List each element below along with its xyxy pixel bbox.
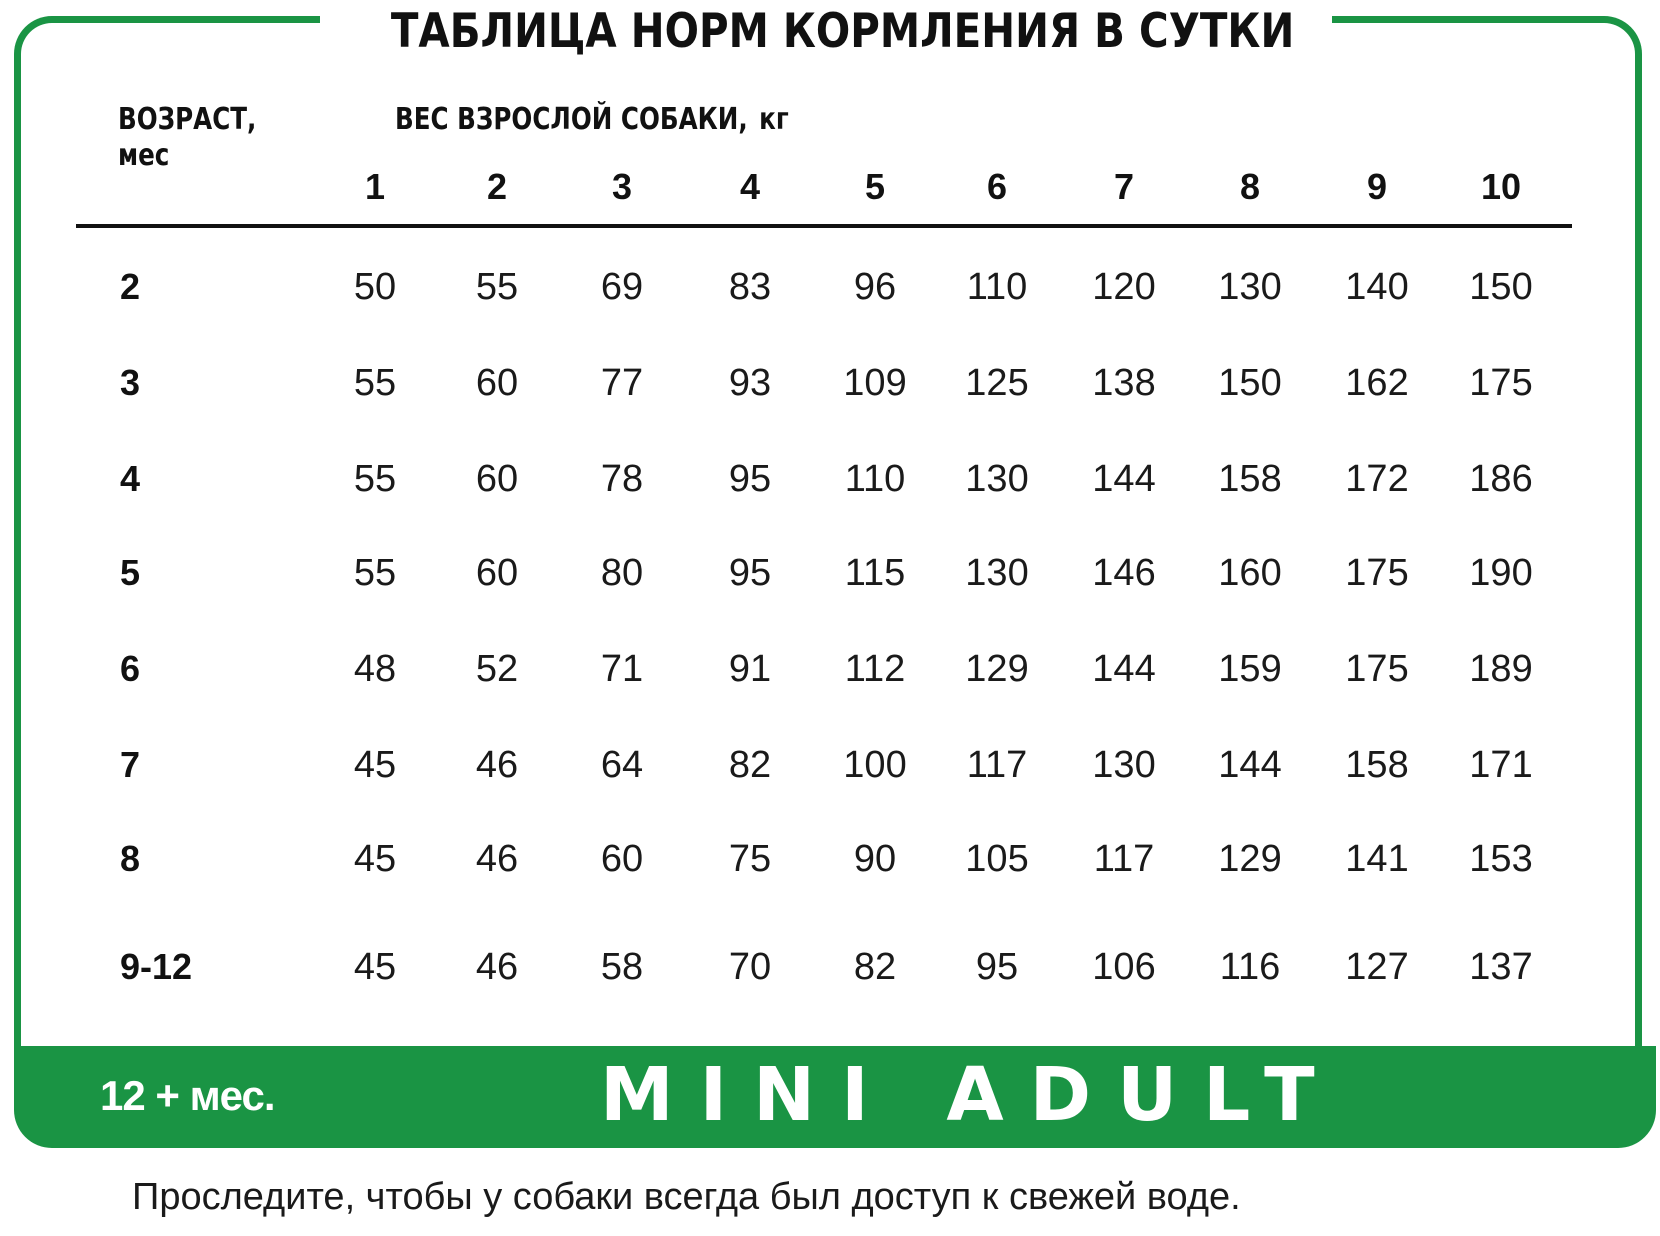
table-cell: 90 xyxy=(853,838,897,880)
table-cell: 150 xyxy=(1469,266,1533,308)
table-cell: 45 xyxy=(353,946,397,988)
table-cell: 144 xyxy=(1092,458,1156,500)
table-cell: 141 xyxy=(1345,838,1409,880)
table-cell: 77 xyxy=(600,362,644,404)
table-cell: 144 xyxy=(1092,648,1156,690)
table-cell: 55 xyxy=(353,552,397,594)
table-cell: 46 xyxy=(475,838,519,880)
table-cell: 130 xyxy=(1218,266,1282,308)
column-header-8: 8 xyxy=(1239,166,1261,207)
weight-header xyxy=(395,102,789,138)
table-cell: 129 xyxy=(1218,838,1282,880)
age-header-label: ВОЗРАСТ, xyxy=(118,102,257,137)
table-cell: 125 xyxy=(965,362,1029,404)
column-header-10: 10 xyxy=(1480,166,1522,207)
table-cell: 70 xyxy=(728,946,772,988)
table-cell: 171 xyxy=(1469,744,1533,786)
table-cell: 129 xyxy=(965,648,1029,690)
table-cell: 190 xyxy=(1469,552,1533,594)
table-cell: 45 xyxy=(353,744,397,786)
age-header xyxy=(118,102,256,174)
table-cell: 137 xyxy=(1469,946,1533,988)
column-header-4: 4 xyxy=(739,166,761,207)
table-cell: 160 xyxy=(1218,552,1282,594)
table-cell: 158 xyxy=(1345,744,1409,786)
table-cell: 172 xyxy=(1345,458,1409,500)
table-cell: 82 xyxy=(853,946,897,988)
table-cell: 120 xyxy=(1092,266,1156,308)
table-cell: 60 xyxy=(475,362,519,404)
table-cell: 175 xyxy=(1345,648,1409,690)
table-cell: 55 xyxy=(353,458,397,500)
table-cell: 52 xyxy=(475,648,519,690)
table-cell: 175 xyxy=(1345,552,1409,594)
table-cell: 95 xyxy=(728,458,772,500)
table-cell: 130 xyxy=(965,458,1029,500)
table-cell: 112 xyxy=(844,648,906,690)
column-header-5: 5 xyxy=(864,166,886,207)
table-cell: 105 xyxy=(965,838,1029,880)
table-cell: 80 xyxy=(600,552,644,594)
table-cell: 117 xyxy=(966,744,1028,786)
column-header-3: 3 xyxy=(611,166,633,207)
row-age-label: 8 xyxy=(120,838,141,879)
table-cell: 55 xyxy=(353,362,397,404)
age-badge: 12 + мес. xyxy=(100,1072,275,1119)
table-cell: 60 xyxy=(600,838,644,880)
table-cell: 95 xyxy=(728,552,772,594)
table-cell: 83 xyxy=(728,266,772,308)
row-age-label: 4 xyxy=(120,458,141,499)
product-name: MINI ADULT xyxy=(600,1052,1341,1138)
row-age-label: 9-12 xyxy=(120,946,193,987)
table-cell: 71 xyxy=(600,648,644,690)
table-cell: 78 xyxy=(600,458,644,500)
row-age-label: 6 xyxy=(120,648,141,689)
table-cell: 117 xyxy=(1093,838,1155,880)
column-header-6: 6 xyxy=(986,166,1008,207)
row-age-label: 5 xyxy=(120,552,141,593)
table-cell: 110 xyxy=(966,266,1028,308)
column-header-9: 9 xyxy=(1366,166,1388,207)
column-header-1: 1 xyxy=(364,166,386,207)
table-cell: 96 xyxy=(853,266,897,308)
table-cell: 115 xyxy=(844,552,906,594)
table-cell: 60 xyxy=(475,458,519,500)
age-header-unit: мес xyxy=(118,138,170,173)
table-cell: 58 xyxy=(600,946,644,988)
table-cell: 48 xyxy=(353,648,397,690)
table-cell: 127 xyxy=(1345,946,1409,988)
table-cell: 158 xyxy=(1218,458,1282,500)
page-title: ТАБЛИЦА НОРМ КОРМЛЕНИЯ В СУТКИ xyxy=(390,4,1295,59)
table-cell: 64 xyxy=(600,744,644,786)
table-cell: 75 xyxy=(728,838,772,880)
table-cell: 45 xyxy=(353,838,397,880)
column-header-2: 2 xyxy=(486,166,508,207)
table-cell: 50 xyxy=(353,266,397,308)
table-cell: 46 xyxy=(475,744,519,786)
header-divider xyxy=(76,224,1572,228)
table-cell: 69 xyxy=(600,266,644,308)
table-cell: 138 xyxy=(1092,362,1156,404)
table-cell: 175 xyxy=(1469,362,1533,404)
row-age-label: 7 xyxy=(120,744,141,785)
table-cell: 130 xyxy=(1092,744,1156,786)
column-header-7: 7 xyxy=(1113,166,1135,207)
table-cell: 116 xyxy=(1219,946,1281,988)
table-cell: 100 xyxy=(843,744,907,786)
table-cell: 55 xyxy=(475,266,519,308)
table-cell: 60 xyxy=(475,552,519,594)
table-cell: 91 xyxy=(728,648,772,690)
table-cell: 46 xyxy=(475,946,519,988)
table-cell: 95 xyxy=(975,946,1019,988)
table-cell: 153 xyxy=(1469,838,1533,880)
row-age-label: 2 xyxy=(120,266,141,307)
table-cell: 146 xyxy=(1092,552,1156,594)
table-cell: 106 xyxy=(1092,946,1156,988)
table-cell: 189 xyxy=(1469,648,1533,690)
table-cell: 140 xyxy=(1345,266,1409,308)
table-cell: 162 xyxy=(1345,362,1409,404)
weight-header-unit: кг xyxy=(759,102,789,137)
table-cell: 130 xyxy=(965,552,1029,594)
weight-header-label: ВЕС ВЗРОСЛОЙ СОБАКИ, xyxy=(395,102,748,137)
table-cell: 93 xyxy=(728,362,772,404)
row-age-label: 3 xyxy=(120,362,141,403)
table-cell: 82 xyxy=(728,744,772,786)
table-cell: 150 xyxy=(1218,362,1282,404)
table-cell: 109 xyxy=(843,362,907,404)
table-cell: 186 xyxy=(1469,458,1533,500)
table-cell: 144 xyxy=(1218,744,1282,786)
table-cell: 159 xyxy=(1218,648,1282,690)
water-note: Проследите, чтобы у собаки всегда был доступ к свежей воде. xyxy=(132,1176,1241,1218)
table-cell: 110 xyxy=(844,458,906,500)
